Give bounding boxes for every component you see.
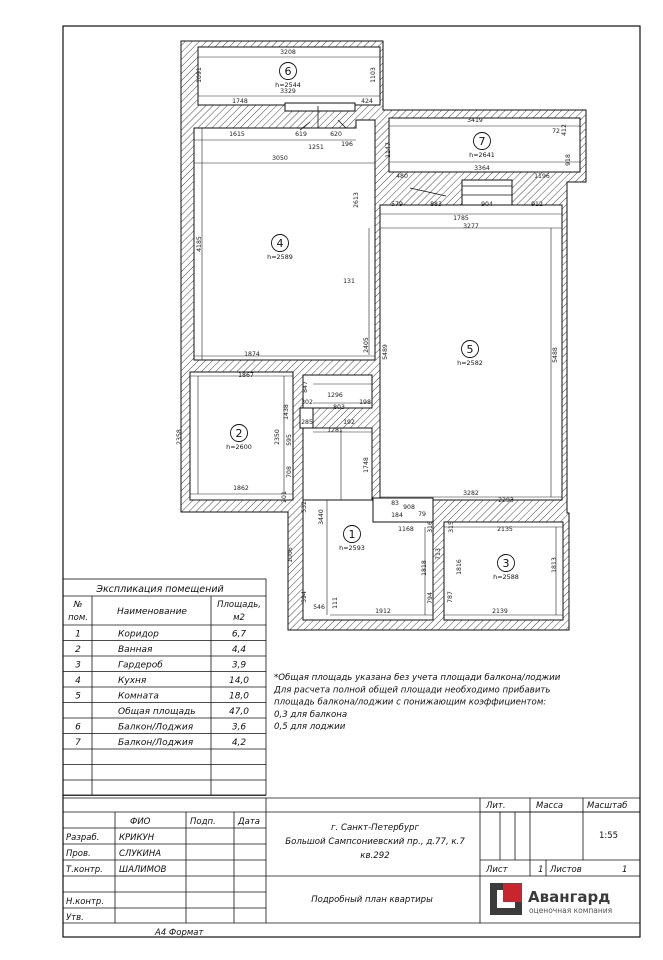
explication-title: Экспликация помещений <box>96 584 224 595</box>
dimension-label: 1748 <box>232 98 248 105</box>
dimension-label: 2405 <box>363 337 370 353</box>
dimension-label: 302 <box>301 399 313 406</box>
dimension-label: 3282 <box>463 490 479 497</box>
room-height: h=2589 <box>267 253 293 261</box>
expl-row-num: 7 <box>75 738 81 748</box>
dimension-label: 1281 <box>327 427 343 434</box>
note-line: Для расчета полной общей площади необходимо прибавить <box>274 685 551 696</box>
dimension-label: 201 <box>281 491 288 503</box>
stamp-role: Т.контр. <box>66 865 103 875</box>
note-line: *Общая площадь указана без учета площади балкона/лоджии <box>274 673 561 683</box>
dimension-label: 1818 <box>421 560 428 576</box>
head-area-unit: м2 <box>233 613 245 623</box>
dimension-label: 1296 <box>327 392 343 399</box>
scale-label: Масштаб <box>587 801 628 811</box>
room-number: 5 <box>466 343 474 356</box>
room-height: h=2593 <box>339 544 365 552</box>
dimension-label: 532 <box>301 501 308 513</box>
dimension-label: 480 <box>396 173 408 180</box>
dimension-label: 2293 <box>498 497 514 504</box>
mass-label: Масса <box>536 801 564 811</box>
sheet-value: 1 <box>538 865 544 875</box>
dimension-label: 1006 <box>287 547 294 563</box>
room-number: 3 <box>502 557 510 570</box>
dimension-label: 620 <box>330 131 342 138</box>
dimension-label: 708 <box>286 466 293 478</box>
room-number: 6 <box>284 65 292 78</box>
address-line: Большой Сампсониевский пр., д.77, к.7 <box>285 837 465 847</box>
expl-row-num: 1 <box>75 629 81 640</box>
dimension-label: 4185 <box>196 236 203 252</box>
dimension-label: 1748 <box>363 457 370 473</box>
company-name: Авангард <box>528 888 611 906</box>
dimension-label: 1438 <box>283 404 290 420</box>
dimension-label: 131 <box>343 278 355 285</box>
dimension-label: 3419 <box>467 117 483 124</box>
stamp-role: Утв. <box>66 913 84 923</box>
room-height: h=2582 <box>457 359 483 367</box>
sheet-label: Лист <box>486 865 508 875</box>
dimension-label: 1251 <box>308 144 324 151</box>
expl-row-num: 2 <box>75 645 81 655</box>
address-block <box>285 823 465 861</box>
expl-row-area: 14,0 <box>228 676 250 686</box>
dimension-label: 1912 <box>375 608 391 615</box>
expl-row-num: 5 <box>75 691 81 702</box>
dimension-label: 713 <box>435 548 442 560</box>
col-fio: ФИО <box>130 817 151 827</box>
address-line: кв.292 <box>360 851 390 861</box>
expl-row-area: 6,7 <box>231 629 247 640</box>
dimension-label: 3440 <box>318 509 325 525</box>
dimension-label: 3329 <box>280 88 296 95</box>
expl-row-name: Балкон/Лоджия <box>118 722 194 733</box>
dimension-label: 1196 <box>534 173 550 180</box>
expl-row-num: 6 <box>75 722 81 733</box>
dimension-label: 3277 <box>463 223 479 230</box>
dimension-label: 787 <box>447 591 454 603</box>
dimension-label: 3208 <box>280 49 296 56</box>
dimension-label: 285 <box>301 419 313 426</box>
head-area: Площадь, <box>217 600 261 610</box>
dimension-label: 579 <box>391 201 403 208</box>
dimension-label: 1091 <box>196 67 203 83</box>
expl-row-name: Коридор <box>118 629 159 640</box>
company-subtitle: оценочная компания <box>529 906 613 915</box>
dimension-label: 803 <box>333 404 345 411</box>
note-line: 0,5 для лоджии <box>274 722 346 733</box>
dimension-label: 594 <box>301 591 308 603</box>
dimension-label: 918 <box>565 154 572 166</box>
expl-row-name: Гардероб <box>118 660 163 671</box>
dimension-label: 79 <box>418 511 426 518</box>
room-height: h=2641 <box>469 151 495 159</box>
expl-row-name: Комната <box>118 691 159 702</box>
dimension-label: 2139 <box>492 608 508 615</box>
note-line: площадь балкона/лоджии с понижающим коэффициентом: <box>274 697 547 708</box>
dimension-label: 912 <box>531 201 543 208</box>
sheet-format: А4 Формат <box>155 928 204 938</box>
expl-row-name: Кухня <box>118 676 147 686</box>
room-height: h=2600 <box>226 443 252 451</box>
floor-plan <box>176 41 586 630</box>
dimension-label: 3050 <box>272 155 288 162</box>
sheets-label: Листов <box>550 865 582 875</box>
room-height: h=2588 <box>493 573 519 581</box>
dimension-label: 72 <box>552 128 560 135</box>
expl-row-area: 3,9 <box>231 660 247 671</box>
expl-row-area: 47,0 <box>228 707 250 717</box>
stamp-person: КРИКУН <box>119 833 155 843</box>
dimension-label: 111 <box>332 597 339 609</box>
dimension-label: 1816 <box>456 559 463 575</box>
dimension-label: 2613 <box>353 192 360 208</box>
expl-row-area: 18,0 <box>228 691 250 702</box>
stamp-role: Н.контр. <box>66 897 105 907</box>
expl-row-name: Общая площадь <box>118 707 196 717</box>
dimension-label: 1867 <box>238 372 254 379</box>
dimension-label: 192 <box>343 419 355 426</box>
expl-row-name: Ванная <box>118 645 153 655</box>
dimension-label: 1147 <box>385 142 392 158</box>
room-number: 2 <box>235 427 243 440</box>
dimension-label: 1862 <box>233 485 249 492</box>
dimension-label: 883 <box>430 201 442 208</box>
stamp-person: СЛУКИНА <box>119 849 162 859</box>
stamp-person: ШАЛИМОВ <box>119 865 167 875</box>
dimension-label: 847 <box>302 381 309 393</box>
dimension-label: 83 <box>391 500 399 507</box>
stamp-role: Пров. <box>66 849 91 859</box>
dimension-label: 184 <box>391 512 403 519</box>
col-sign: Подп. <box>190 817 216 827</box>
dimension-label: 1874 <box>244 351 260 358</box>
dimension-label: 2350 <box>274 429 281 445</box>
dimension-label: 198 <box>359 399 371 406</box>
room-number: 1 <box>348 528 356 541</box>
col-date: Дата <box>238 817 261 827</box>
room-number: 7 <box>478 135 486 148</box>
dimension-label: 5488 <box>552 347 559 363</box>
room-height: h=2544 <box>275 81 301 89</box>
stamp-role: Разраб. <box>66 833 100 843</box>
company-logo <box>490 883 612 915</box>
dimension-label: 2135 <box>497 526 513 533</box>
lit-label: Лит. <box>486 801 506 811</box>
dimension-label: 315 <box>448 521 455 533</box>
scale-value: 1:55 <box>599 831 619 841</box>
dimension-label: 619 <box>295 131 307 138</box>
dimension-label: 412 <box>561 124 568 136</box>
area-notes <box>273 673 561 732</box>
dimension-label: 794 <box>427 592 434 604</box>
dimension-label: 5489 <box>382 344 389 360</box>
room-number: 4 <box>276 237 284 250</box>
sheets-value: 1 <box>622 865 628 875</box>
dimension-label: 1103 <box>370 67 377 83</box>
dimension-label: 1785 <box>453 215 469 222</box>
dimension-label: 1813 <box>551 557 558 573</box>
dimension-label: 908 <box>403 504 415 511</box>
expl-row-num: 3 <box>75 660 81 671</box>
dimension-label: 3364 <box>474 165 490 172</box>
head-name: Наименование <box>117 607 187 617</box>
dimension-label: 316 <box>427 521 434 533</box>
expl-row-area: 4,4 <box>231 645 247 655</box>
note-line: 0,3 для балкона <box>274 709 348 720</box>
dimension-label: 1168 <box>398 526 414 533</box>
dimension-label: 1615 <box>229 131 245 138</box>
dimension-label: 424 <box>361 98 373 105</box>
dimension-label: 196 <box>341 141 353 148</box>
dimension-label: 595 <box>286 434 293 446</box>
expl-row-area: 4,2 <box>231 738 247 748</box>
expl-row-area: 3,6 <box>231 722 247 733</box>
expl-row-name: Балкон/Лоджия <box>118 738 194 748</box>
dimension-label: 904 <box>481 201 493 208</box>
walls <box>181 41 586 630</box>
dimension-label: 546 <box>313 604 325 611</box>
dimension-label: 2358 <box>176 429 183 445</box>
doc-title: Подробный план квартиры <box>311 895 433 905</box>
address-line: г. Санкт-Петербург <box>330 823 420 833</box>
head-num-sub: пом. <box>68 613 88 623</box>
expl-row-num: 4 <box>75 676 81 686</box>
head-num: № <box>73 600 83 610</box>
